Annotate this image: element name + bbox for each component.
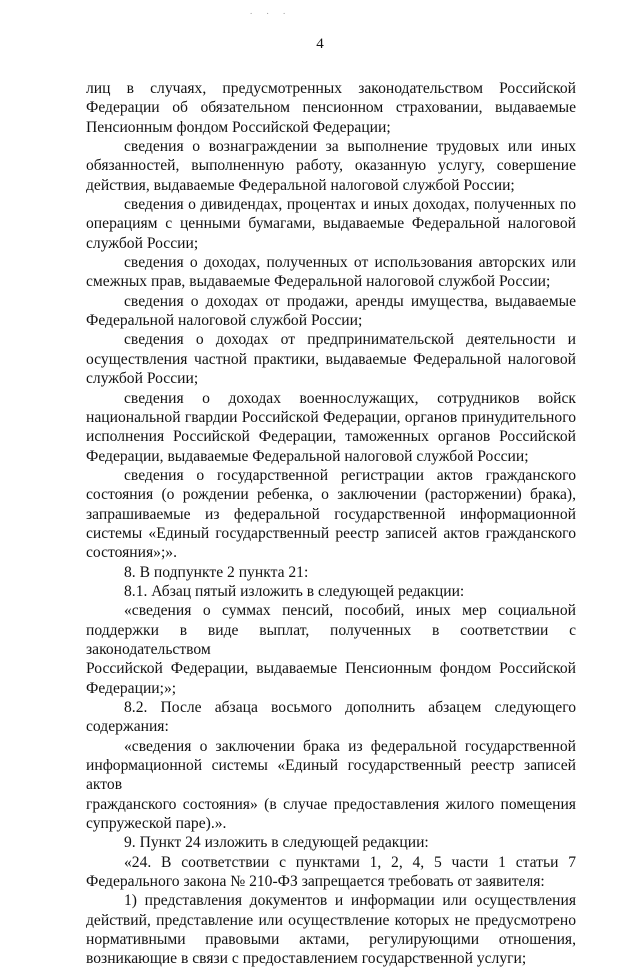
page-number: 4 [316, 36, 324, 52]
paragraph-11-line-3: Российской Федерации, выдаваемые Пенсионным фондом Российской [86, 660, 576, 678]
paragraph-4-line-1: сведения о доходах, полученных от использования авторских или [124, 254, 576, 272]
paragraph-2-line-1: сведения о вознаграждении за выполнение трудовых или иных [124, 138, 576, 156]
paragraph-15-line-2: Федерального закона № 210-ФЗ запрещается требовать от заявителя: [86, 873, 545, 891]
paragraph-3-line-2: операциям с ценными бумагами, выдаваемые Федеральной налоговой [86, 215, 576, 233]
paragraph-16-line-4: возникающие в связи с предоставлением государственной услуги; [86, 950, 527, 968]
scan-artifact-marks: . . . [250, 6, 292, 16]
paragraph-9-line-1: 8. В подпункте 2 пункта 21: [124, 563, 309, 581]
paragraph-6-line-3: службой России; [86, 370, 199, 388]
paragraph-16-line-1: 1) представления документов и информации или осуществления [124, 892, 576, 910]
paragraph-1-line-2: Федерации об обязательном пенсионном страховании, выдаваемые [86, 99, 576, 117]
paragraph-7-line-1: сведения о доходах военнослужащих, сотрудников войск [124, 389, 576, 407]
paragraph-12-line-1: 8.2. После абзаца восьмого дополнить абзацем следующего [124, 699, 576, 716]
paragraph-11-line-2: поддержки в виде выплат, полученных в соответствии с законодательством [86, 621, 576, 658]
paragraph-8-line-3: запрашиваемые из федеральной государственной информационной [86, 505, 576, 523]
paragraph-16-line-3: нормативными правовыми актами, регулирующими отношения, [86, 931, 576, 949]
paragraph-8-line-2: состояния (о рождении ребенка, о заключении (расторжении) брака), [86, 486, 576, 504]
paragraph-1-line-1: лиц в случаях, предусмотренных законодательством Российской [86, 80, 576, 97]
paragraph-12-line-2: содержания: [86, 718, 169, 736]
paragraph-8-line-4: системы «Единый государственный реестр записей актов гражданского [86, 524, 576, 542]
paragraph-6-line-2: осуществления частной практики, выдаваемые Федеральной налоговой [86, 350, 576, 368]
paragraph-3-line-1: сведения о дивидендах, процентах и иных доходах, полученных по [124, 196, 576, 214]
document-body [86, 79, 576, 969]
paragraph-15-line-1: «24. В соответствии с пунктами 1, 2, 4, 5 части 1 статьи 7 [124, 853, 576, 871]
paragraph-4-line-2: смежных прав, выдаваемые Федеральной налоговой службой России; [86, 273, 551, 291]
paragraph-7-line-2: национальной гвардии Российской Федерации, органов принудительного [86, 408, 576, 426]
paragraph-11-line-4: Федерации;»; [86, 679, 177, 697]
paragraph-6-line-1: сведения о доходах от предпринимательской деятельности и [124, 331, 576, 349]
paragraph-2-line-3: действия, выдаваемые Федеральной налоговой службой России; [86, 176, 515, 194]
paragraph-8-line-5: состояния»;». [86, 544, 177, 562]
paragraph-3-line-3: службой России; [86, 234, 199, 252]
paragraph-2-line-2: обязанностей, выполненную работу, оказанную услугу, совершение [86, 157, 576, 175]
paragraph-11-line-1: «сведения о суммах пенсий, пособий, иных мер социальной [124, 602, 576, 620]
paragraph-13-line-3: гражданского состояния» (в случае предоставления жилого помещения [86, 795, 576, 813]
paragraph-7-line-3: исполнения Российской Федерации, таможенных органов Российской [86, 428, 576, 446]
paragraph-5-line-1: сведения о доходах от продажи, аренды имущества, выдаваемые [124, 292, 576, 310]
paragraph-10-line-1: 8.1. Абзац пятый изложить в следующей редакции: [124, 582, 465, 600]
paragraph-13-line-4: супружеской паре).». [86, 815, 227, 833]
paragraph-5-line-2: Федеральной налоговой службой России; [86, 312, 363, 330]
paragraph-14-line-1: 9. Пункт 24 изложить в следующей редакции: [124, 834, 429, 852]
paragraph-16-line-2: действий, представление или осуществление которых не предусмотрено [86, 911, 576, 929]
paragraph-7-line-4: Федерации, выдаваемые Федеральной налоговой службой России; [86, 447, 529, 465]
paragraph-13-line-2: информационной системы «Единый государственный реестр записей актов [86, 757, 576, 794]
paragraph-8-line-1: сведения о государственной регистрации актов гражданского [124, 466, 576, 484]
paragraph-13-line-1: «сведения о заключении брака из федеральной государственной [124, 737, 576, 755]
paragraph-1-line-3: Пенсионным фондом Российской Федерации; [86, 118, 391, 136]
